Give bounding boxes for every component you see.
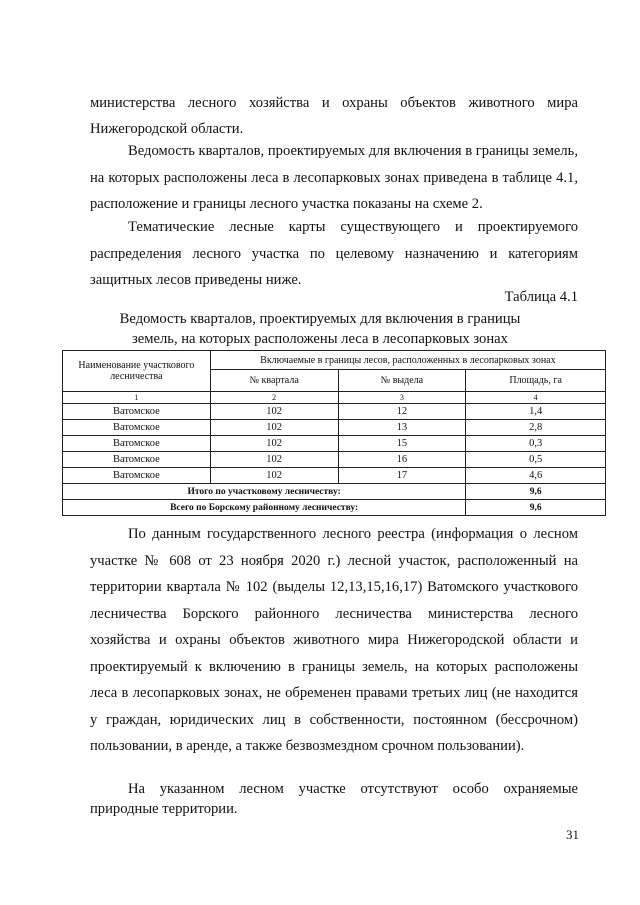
total-district-label: Всего по Борскому районному лесничеству: bbox=[63, 500, 466, 516]
header-kvartal: № квартала bbox=[210, 370, 338, 392]
paragraph-3: Тематические лесные карты существующего и проектируемого распределения лесного участка по целевому назначению и категориям защитных лесов приведены ниже. bbox=[90, 219, 578, 288]
cell-vydel: 13 bbox=[338, 420, 466, 436]
cell-name: Ватомское bbox=[63, 404, 211, 420]
table-row bbox=[63, 420, 606, 436]
table-row bbox=[63, 468, 606, 484]
cell-name: Ватомское bbox=[63, 420, 211, 436]
paragraph-5-line-1-text: На указанном лесном участке отсутствуют особо охраняемые bbox=[128, 781, 578, 797]
paragraph-5-line-2: природные территории. bbox=[90, 801, 238, 817]
cell-area: 1,4 bbox=[466, 404, 606, 420]
cell-kvartal: 102 bbox=[210, 436, 338, 452]
total-local-row bbox=[63, 484, 606, 500]
col-number: 1 bbox=[63, 392, 211, 404]
col-number: 2 bbox=[210, 392, 338, 404]
col-number: 4 bbox=[466, 392, 606, 404]
cell-kvartal: 102 bbox=[210, 420, 338, 436]
cell-name: Ватомское bbox=[63, 468, 211, 484]
paragraph-2: Ведомость кварталов, проектируемых для включения в границы земель, на которых расположены леса в лесопарковых зонах приведена в таблице 4.1, расположение и границы лесного участка показаны на схеме 2. bbox=[90, 143, 578, 212]
cell-kvartal: 102 bbox=[210, 468, 338, 484]
cell-area: 0,3 bbox=[466, 436, 606, 452]
header-vydel: № выдела bbox=[338, 370, 466, 392]
cell-vydel: 15 bbox=[338, 436, 466, 452]
cell-name: Ватомское bbox=[63, 436, 211, 452]
table-row bbox=[63, 452, 606, 468]
forest-quarters-table bbox=[62, 350, 606, 516]
table-number: Таблица 4.1 bbox=[504, 289, 578, 305]
cell-vydel: 16 bbox=[338, 452, 466, 468]
paragraph-1-line-2: Нижегородской области. bbox=[90, 121, 244, 137]
page-number: 31 bbox=[566, 827, 579, 842]
paragraph-1-line-1: министерства лесного хозяйства и охраны объектов животного мира bbox=[90, 95, 578, 111]
table-row bbox=[63, 404, 606, 420]
cell-area: 0,5 bbox=[466, 452, 606, 468]
header-group: Включаемые в границы лесов, расположенных в лесопарковых зонах bbox=[210, 351, 605, 370]
header-forestry-name: Наименование участкового лесничества bbox=[63, 351, 211, 392]
header-area: Площадь, га bbox=[466, 370, 606, 392]
cell-vydel: 12 bbox=[338, 404, 466, 420]
cell-vydel: 17 bbox=[338, 468, 466, 484]
cell-name: Ватомское bbox=[63, 452, 211, 468]
cell-kvartal: 102 bbox=[210, 452, 338, 468]
paragraph-4: По данным государственного лесного реестра (информация о лесном участке № 608 от 23 ноября 2020 г.) лесной участок, расположенный на территории квартала № 102 (выделы 12,13,15,16,17) Ватомского участкового лесничества Борского районного лесничества министерства лесного хозяйства и охраны объектов животного мира Нижегородской области и проектируемый к включению в границы земель, на которых расположены леса в лесопарковых зонах, не обременен правами третьих лиц (не находится у граждан, юридических лиц в собственности, постоянном (бессрочном) пользовании, в аренде, а также безвозмездном срочном пользовании). bbox=[90, 526, 578, 754]
cell-area: 4,6 bbox=[466, 468, 606, 484]
cell-area: 2,8 bbox=[466, 420, 606, 436]
col-number: 3 bbox=[338, 392, 466, 404]
total-local-label: Итого по участковому лесничеству: bbox=[63, 484, 466, 500]
table-caption bbox=[62, 309, 578, 349]
paragraph-5-line-1 bbox=[90, 779, 578, 799]
total-district-value: 9,6 bbox=[466, 500, 606, 516]
table-row bbox=[63, 436, 606, 452]
table-caption-line-1: Ведомость кварталов, проектируемых для включения в границы bbox=[119, 311, 521, 327]
cell-kvartal: 102 bbox=[210, 404, 338, 420]
total-district-row bbox=[63, 500, 606, 516]
total-local-value: 9,6 bbox=[466, 484, 606, 500]
table-caption-line-2: земель, на которых расположены леса в лесопарковых зонах bbox=[132, 331, 508, 347]
